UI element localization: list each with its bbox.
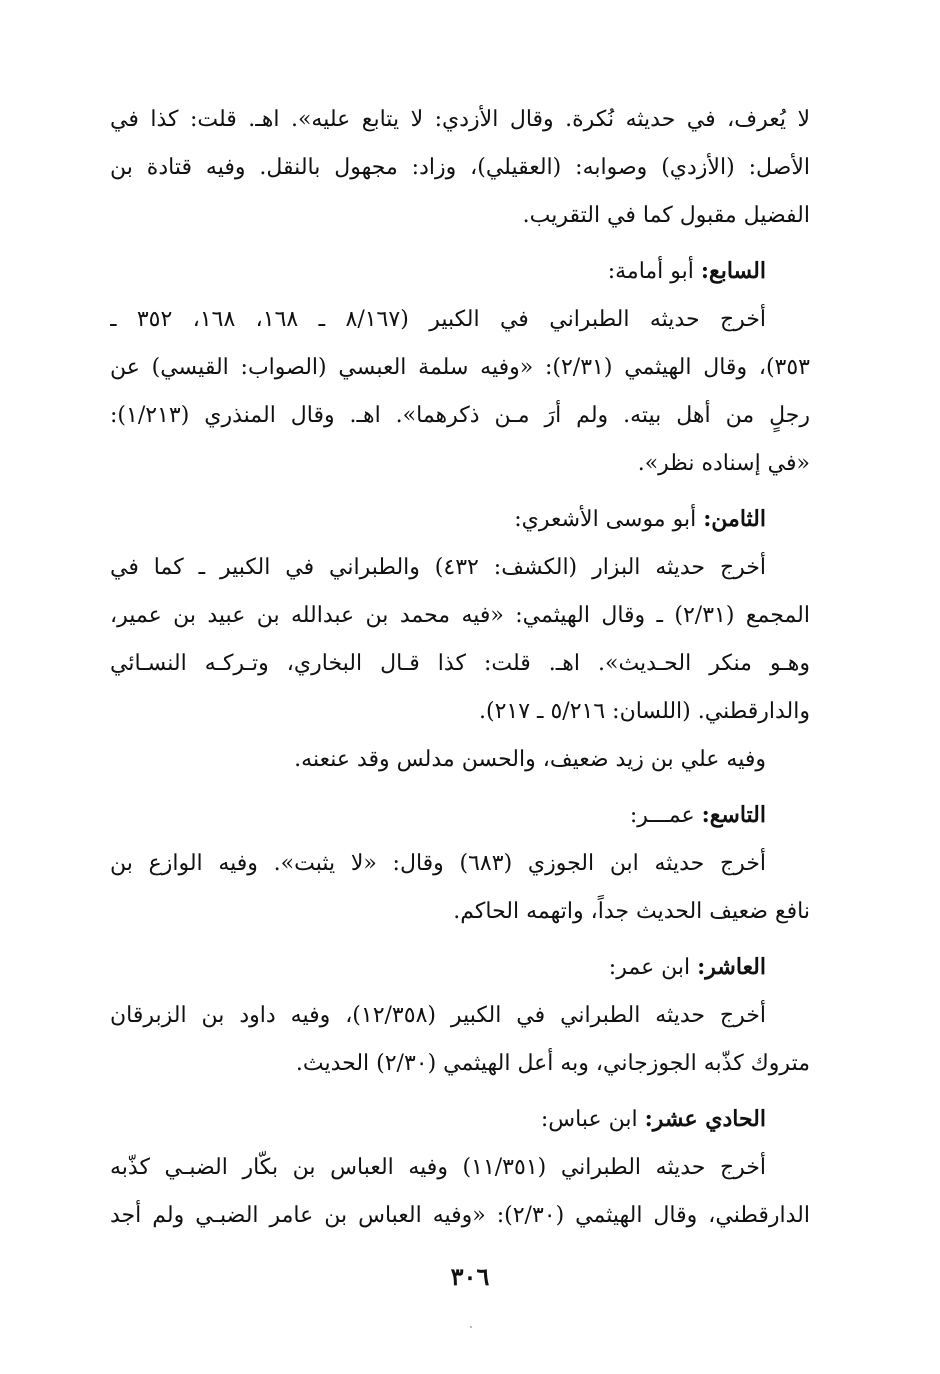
section-heading-value: أبو أمامة: — [607, 259, 694, 284]
text-line: أخرج حديثه البزار (الكشف: ٤٣٢) والطبراني في الكبير ـ كما في — [110, 555, 767, 580]
section-eleventh — [110, 1094, 810, 1240]
scan-speck — [470, 1326, 472, 1328]
section-seventh — [110, 246, 810, 488]
text-line: الدارقطني، وقال الهيثمي (٢/٣٠): «وفيه العباس بن عامر الضبـي ولم أجد — [110, 1203, 810, 1228]
section-heading-label: التاسع: — [701, 802, 766, 828]
text-line: وهـو منكر الحـديث». اهـ. قلت: كذا قـال البخاري، وتـركـه النسـائي — [110, 651, 810, 676]
section-eighth — [110, 494, 810, 784]
text-line: «في إسناده نظر». — [637, 451, 810, 476]
section-heading-label: الثامن: — [703, 506, 766, 532]
text-line: لا يُعرف، في حديثه نُكرة. وقال الأزدي: لا يتابع عليه». اهـ. قلت: كذا في — [110, 107, 810, 132]
text-line: الأصل: (الأزدي) وصوابه: (العقيلي)، وزاد: مجهول بالنقل. وفيه قتادة بن — [110, 155, 810, 180]
text-line: المجمع (٢/٣١) ـ وقال الهيثمي: «فيه محمد بن عبدالله بن عبيد بن عمير، — [110, 603, 810, 628]
section-heading — [110, 494, 810, 544]
text-line: رجلٍ من أهل بيته. ولم أرَ مـن ذكرهما». اهـ. وقال المنذري (١/٢١٣): — [110, 403, 810, 428]
section-heading — [110, 1094, 810, 1144]
page-number: ٣٠٦ — [450, 1262, 490, 1291]
text-line: ٣٥٣)، وقال الهيثمي (٢/٣١): «وفيه سلمة العبسي (الصواب: القيسي) عن — [110, 355, 810, 380]
section-heading-label: العاشر: — [697, 954, 766, 980]
text-line: نافع ضعيف الحديث جداً، واتهمه الحاكم. — [453, 899, 810, 924]
section-heading-value: ابن عباس: — [540, 1107, 638, 1132]
page-body — [110, 96, 810, 1240]
text-line: والدارقطني. (اللسان: ٥/٢١٦ ـ ٢١٧). — [479, 699, 810, 724]
section-heading-label: الحادي عشر: — [644, 1106, 766, 1132]
section-heading-value: عمـــر: — [629, 803, 695, 828]
text-line: وفيه علي بن زيد ضعيف، والحسن مدلس وقد عنعنه. — [294, 747, 766, 772]
section-heading — [110, 942, 810, 992]
section-tenth — [110, 942, 810, 1088]
section-heading — [110, 790, 810, 840]
text-line: أخرج حديثه ابن الجوزي (٦٨٣) وقال: «لا يثبت». وفيه الوازع بن — [110, 851, 766, 876]
paragraph-continuation — [110, 96, 810, 240]
section-heading-value: ابن عمر: — [608, 955, 691, 980]
text-line: أخرج حديثه الطبراني في الكبير (١٢/٣٥٨)، وفيه داود بن الزبرقان — [110, 1003, 766, 1028]
text-line: أخرج حديثه الطبراني في الكبير (٨/١٦٧ ـ ١٦٨، ١٦٨، ٣٥٢ ـ — [110, 307, 767, 332]
section-heading-value: أبو موسى الأشعري: — [514, 507, 697, 532]
text-line: متروك كذّبه الجوزجاني، وبه أعل الهيثمي (٢/٣٠) الحديث. — [295, 1051, 810, 1076]
text-line: الفضيل مقبول كما في التقريب. — [522, 203, 810, 228]
section-heading — [110, 246, 810, 296]
text-line: أخرج حديثه الطبراني (١١/٣٥١) وفيه العباس بن بكّار الضبـي كذّبه — [110, 1155, 767, 1180]
section-heading-label: السابع: — [700, 258, 766, 284]
section-ninth — [110, 790, 810, 936]
